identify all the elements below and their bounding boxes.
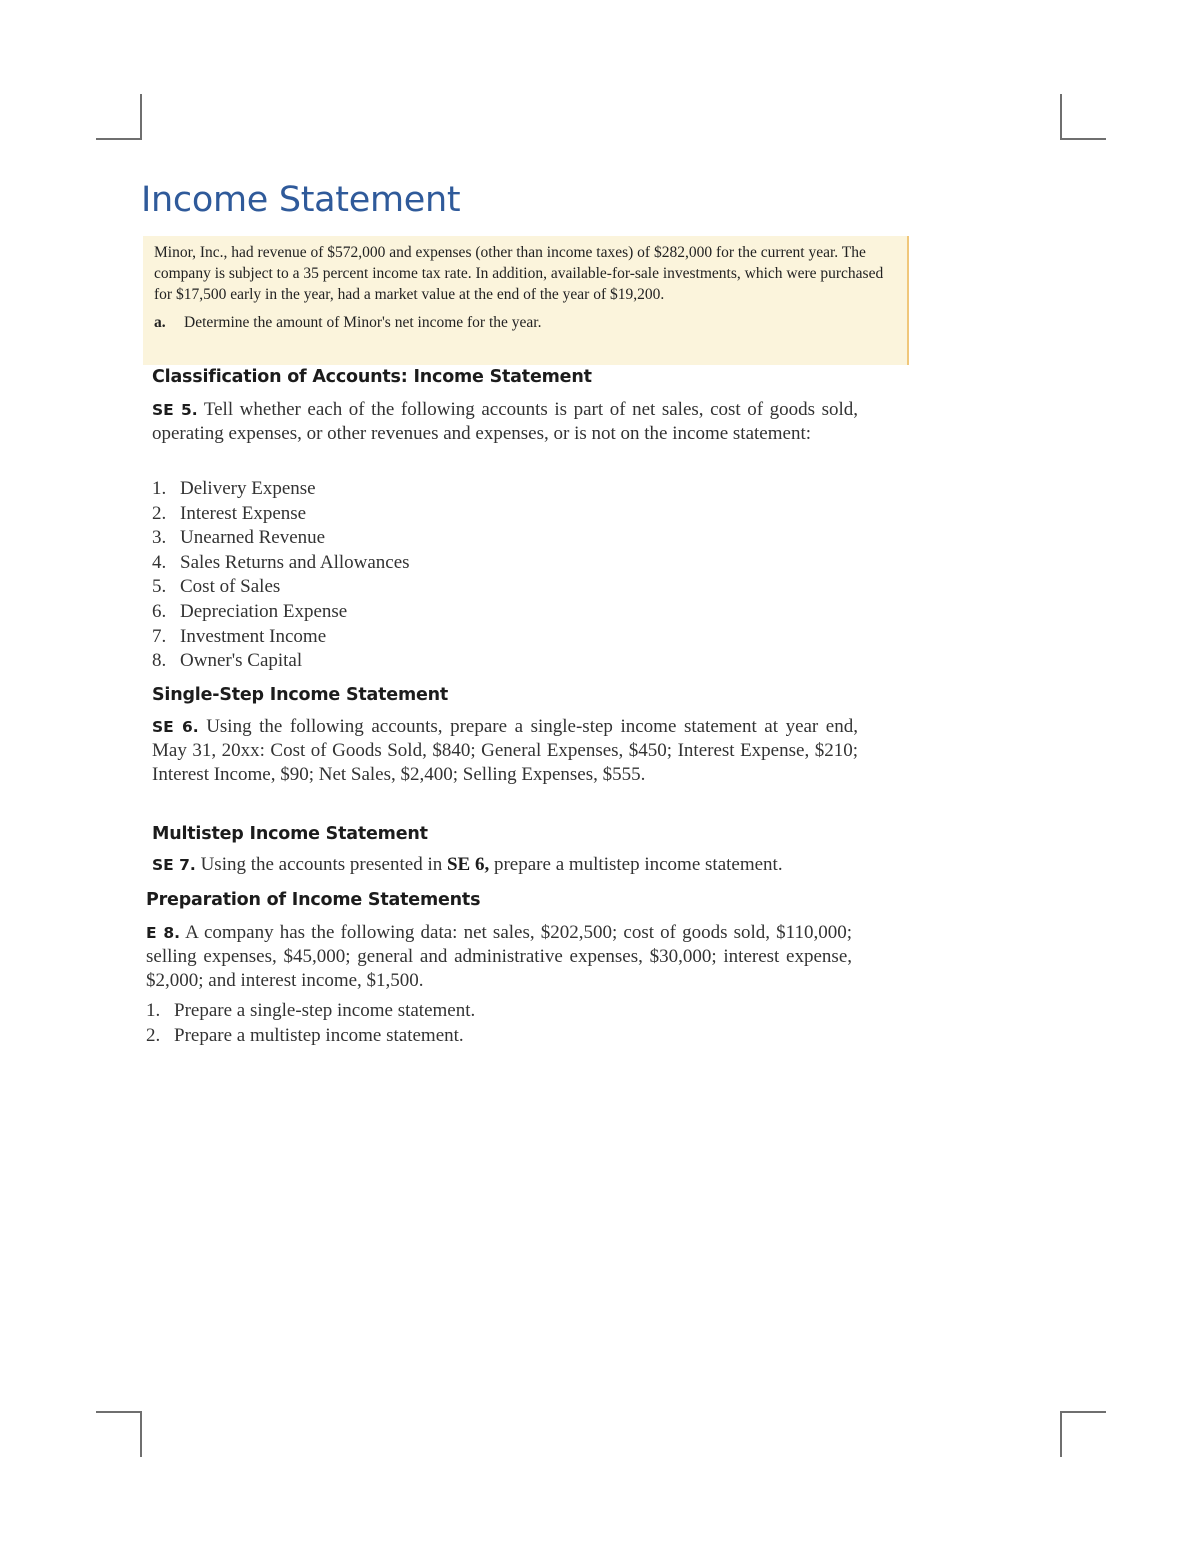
account-list — [152, 477, 410, 674]
list-text: Investment Income — [180, 625, 327, 647]
crop-mark-bottom-left — [96, 1411, 142, 1457]
page-title: Income Statement — [141, 180, 461, 220]
part-letter: a. — [154, 314, 166, 331]
list-item — [146, 999, 475, 1024]
section-heading-single-step: Single-Step Income Statement — [152, 685, 449, 705]
list-item — [152, 575, 410, 600]
exercise-body: Using the following accounts, prepare a single-step income statement at year end, May 31, 20xx: Cost of Goods Sold, $840; General Expenses, $450; Interest Expense, $210; Interest Income, $90; Net Sales, $2,400; Selling Expenses, $555. — [152, 716, 858, 785]
list-item — [152, 526, 410, 551]
list-item — [152, 649, 410, 674]
list-text: Sales Returns and Allowances — [180, 551, 410, 573]
exercise-code: E 8. — [146, 924, 181, 942]
exercise-se6-text — [152, 715, 858, 787]
exercise-body: A company has the following data: net sales, $202,500; cost of goods sold, $110,000; selling expenses, $45,000; general and administrative expenses, $30,000; interest expense, $2,000; and interest income, $1,500. — [146, 922, 852, 991]
intro-problem-box — [143, 236, 909, 365]
list-number: 2. — [152, 502, 167, 524]
list-number: 7. — [152, 625, 167, 647]
exercise-code: SE 7. — [152, 856, 196, 874]
list-number: 6. — [152, 600, 167, 622]
intro-part-a — [154, 312, 896, 333]
list-text: Owner's Capital — [180, 650, 303, 672]
exercise-se7-text — [152, 853, 858, 877]
list-number: 5. — [152, 576, 167, 598]
list-number: 1. — [146, 1000, 161, 1021]
intro-paragraph: Minor, Inc., had revenue of $572,000 and expenses (other than income taxes) of $282,000 for the current year. The company is subject to a 35 percent income tax rate. In addition, available-for-sale investments, which were purchased for $17,500 early in the year, had a market value at the end of the year of $19,200. — [154, 244, 884, 303]
exercise-body: Tell whether each of the following accounts is part of net sales, cost of goods sold, operating expenses, or other revenues and expenses, or is not on the income statement: — [152, 399, 858, 444]
exercise-se5-text — [152, 398, 858, 446]
list-text: Cost of Sales — [180, 576, 281, 598]
list-number: 8. — [152, 650, 167, 672]
list-item — [146, 1024, 475, 1049]
exercise-code: SE 6. — [152, 718, 199, 736]
crop-mark-top-right — [1060, 94, 1106, 140]
exercise-code: SE 5. — [152, 401, 198, 419]
crop-mark-bottom-right — [1060, 1411, 1106, 1457]
list-text: Interest Expense — [180, 502, 307, 524]
part-text: Determine the amount of Minor's net income for the year. — [184, 314, 542, 331]
list-text: Delivery Expense — [180, 478, 316, 499]
list-text: Prepare a multistep income statement. — [174, 1024, 464, 1046]
exercise-body-after: prepare a multistep income statement. — [493, 854, 783, 875]
list-text: Prepare a single-step income statement. — [174, 1000, 476, 1021]
list-item — [152, 551, 410, 576]
list-number: 4. — [152, 551, 167, 573]
list-item — [152, 600, 410, 625]
list-item — [152, 625, 410, 650]
list-number: 2. — [146, 1024, 161, 1046]
section-heading-multistep: Multistep Income Statement — [152, 824, 428, 844]
instruction-list — [146, 999, 475, 1048]
crop-mark-top-left — [96, 94, 142, 140]
list-item — [152, 477, 410, 502]
list-item — [152, 502, 410, 527]
section-heading-preparation: Preparation of Income Statements — [146, 890, 481, 910]
section-heading-classification: Classification of Accounts: Income Statement — [152, 367, 592, 387]
list-number: 1. — [152, 478, 167, 499]
list-text: Depreciation Expense — [180, 600, 348, 622]
list-number: 3. — [152, 527, 167, 549]
exercise-reference: SE 6, — [446, 854, 490, 875]
exercise-body-before: Using the accounts presented in — [200, 854, 443, 875]
list-text: Unearned Revenue — [180, 527, 326, 549]
exercise-e8-text — [146, 921, 852, 993]
